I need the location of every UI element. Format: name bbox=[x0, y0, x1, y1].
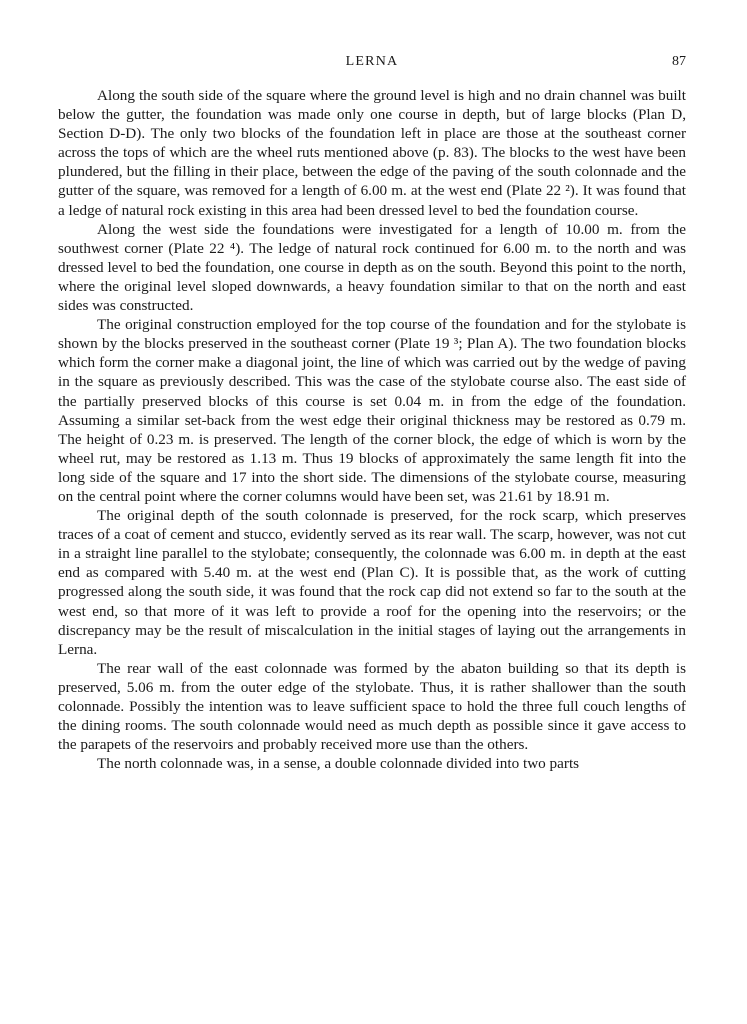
paragraph-stylobate-construction: The original construction employed for the top course of the foundation and for the stylobate is shown by the blocks preserved in the southeast corner (Plate 19 ³; Plan A). The two foundation blocks which form the corner make a diagonal joint, the line of which was carried out by the wedge of paving in the square as previously described. This was the case of the stylobate course also. The east side of the partially preserved blocks of this course is set 0.04 m. in from the edge of the foundation. Assuming a similar set-back from the west edge their original thickness may be restored as 0.79 m. The height of 0.23 m. is preserved. The length of the corner block, the edge of which is worn by the wheel rut, may be restored as 1.13 m. Thus 19 blocks of approximately the same length fit into the long side of the square and 17 into the short side. The dimensions of the stylobate course, measuring on the central point where the corner columns would have been set, was 21.61 by 18.91 m. bbox=[58, 316, 686, 505]
body-text bbox=[58, 86, 686, 773]
running-title: LERNA bbox=[345, 54, 399, 69]
paragraph-east-colonnade: The rear wall of the east colonnade was formed by the abaton building so that its depth is preserved, 5.06 m. from the outer edge of the stylobate. Thus, it is rather shallower than the south colonnade. Possibly the intention was to leave sufficient space to hold the three full couch lengths of the dining rooms. The south colonnade would need as much depth as possible since it gave access to the parapets of the reservoirs and probably received more use than the others. bbox=[58, 659, 686, 754]
paragraph-south-colonnade: The original depth of the south colonnade is preserved, for the rock scarp, which preserves traces of a coat of cement and stucco, evidently served as its rear wall. The scarp, however, was not cut in a straight line parallel to the stylobate; consequently, the colonnade was 6.00 m. in depth at the east end as compared with 5.40 m. at the west end (Plan C). It is possible that, as the work of cutting progressed along the south side, it was found that the rock cap did not extend so far to the south at the west end, so that more of it was left to provide a roof for the opening into the reservoirs; or the discrepancy may be the result of miscalculation in the initial stages of laying out the arrangements in Lerna. bbox=[58, 507, 686, 658]
page-number: 87 bbox=[672, 54, 686, 69]
paragraph-south-foundation: Along the south side of the square where the ground level is high and no drain channel was built below the gutter, the foundation was made only one course in depth, but of large blocks (Plan D, Section D-D). The only two blocks of the foundation left in place are those at the southeast corner across the tops of which are the wheel ruts mentioned above (p. 83). The blocks to the west have been plundered, but the filling in their place, between the edge of the paving of the south colonnade and the gutter of the square, was removed for a length of 6.00 m. at the west end (Plate 22 ²). It was found that a ledge of natural rock existing in this area had been dressed level to bed the foundation course. bbox=[58, 87, 686, 219]
paragraph-north-colonnade: The north colonnade was, in a sense, a double colonnade divided into two parts bbox=[97, 755, 580, 773]
paragraph-west-foundation: Along the west side the foundations were investigated for a length of 10.00 m. from the southwest corner (Plate 22 ⁴). The ledge of natural rock continued for 6.00 m. to the north and was dressed level to bed the foundation, one course in depth as on the south. Beyond this point to the north, where the original level sloped downwards, a heavy foundation similar to that on the north and east sides was constructed. bbox=[58, 220, 686, 315]
running-head bbox=[58, 54, 686, 74]
